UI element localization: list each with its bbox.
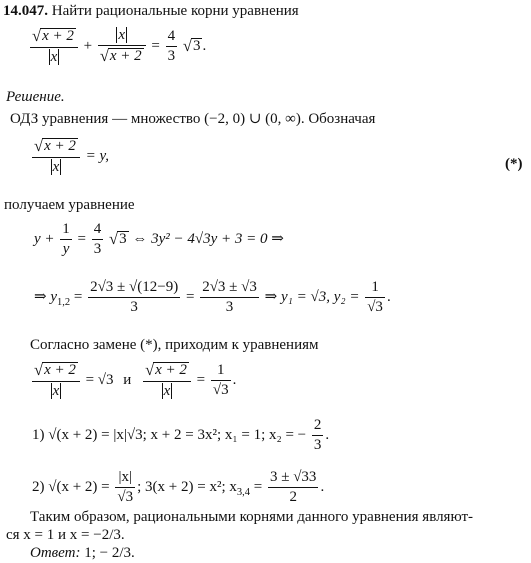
conclusion-line-2: ся x = 1 и x = −2/3.: [6, 527, 125, 543]
two-rhs2-den: √3: [212, 381, 229, 398]
case2-end: .: [320, 478, 325, 495]
back-sub: Согласно замене (*), приходим к уравнениям: [30, 337, 319, 353]
roots-line: ⇒ $y_{1,2}$ = $\frac{2√3 \pm √(12-9)}{3}$ = $\frac{2√3 \pm √3}{3}$ ⇒ y₁ = √3, y₂ = $\frac{1}{√3}$ .: [34, 279, 391, 315]
case1-den: 3: [313, 437, 322, 453]
case2-mid: ; 3(x + 2) = x²; x: [137, 478, 237, 495]
substitution-marker: (*): [505, 156, 523, 172]
case2-f2-num: 3 ± √33: [269, 469, 317, 485]
sub-den: x: [52, 158, 60, 175]
answer-value: 1; − 2/3.: [84, 545, 135, 561]
case2-f1-den: √3: [117, 489, 134, 505]
roots-result: ⇒ y₁ = √3, y₂ =: [264, 288, 360, 305]
quadratic-line: y + $\frac{1}{y}$ = $\frac{4}{3}$ √3 ⇔ 3y² − 4√3y + 3 = 0 ⇒: [34, 221, 284, 257]
case2-f2-den: 2: [268, 487, 318, 505]
two-equations: $\frac{√x + 2}{x}$ = √3 и $\frac{√x + 2}{x}$ = $\frac{1}{√3}$ .: [34, 360, 237, 399]
two-end: .: [232, 371, 237, 388]
case2-lead: 2) √(x + 2) =: [32, 478, 110, 495]
odz-set: (−2, 0) ∪ (0, ∞).: [204, 111, 305, 127]
main-eq-end: .: [202, 37, 207, 54]
two-rhs1: = √3: [85, 371, 114, 388]
main-den1: x: [50, 48, 58, 65]
quad-root: 3: [119, 230, 127, 247]
case1-end: .: [325, 426, 330, 443]
main-frac-2: $\frac{x}{√x + 2}$: [98, 28, 146, 65]
odz-text: ОДЗ уравнения — множество: [10, 111, 201, 127]
main-num1: x + 2: [42, 28, 74, 44]
main-num2: x: [118, 27, 126, 43]
case2-sub: 3,4: [236, 486, 250, 498]
roots-f2-num: 2√3 ± √3: [202, 279, 257, 295]
main-rhs-num: 4: [167, 27, 176, 44]
answer-line: [30, 546, 135, 561]
two-rhs2-num: 1: [217, 361, 225, 378]
quad-rest: ⇔ 3y² − 4√3y + 3 = 0 ⇒: [132, 230, 284, 247]
quad-frac-den: y: [60, 239, 72, 257]
case2-f1-num: |x|: [118, 469, 133, 485]
case2-eq: =: [253, 478, 263, 495]
substitution: $\frac{√x + 2}{x}$ = y,: [34, 136, 110, 175]
main-frac-3: [166, 29, 178, 64]
odz-after: Обозначая: [308, 111, 376, 127]
main-frac-1: $\frac{√x + 2}{x}$: [30, 28, 78, 65]
problem-title: [3, 4, 299, 19]
solution-header: Решение.: [6, 89, 65, 105]
odz-line: [10, 112, 375, 127]
quad-c-den: 3: [93, 241, 102, 257]
roots-r-den: √3: [367, 299, 383, 315]
roots-f1-den: 3: [88, 297, 180, 315]
two-and: и: [123, 371, 132, 388]
case-1: [32, 418, 329, 453]
roots-f1-num: 2√3 ± √(12−9): [90, 279, 179, 295]
main-den2: x + 2: [109, 48, 142, 64]
roots-f2-den: 3: [200, 297, 259, 315]
main-rhs-den: 3: [167, 47, 176, 64]
quad-c-num: 4: [93, 221, 102, 237]
roots-sub: 1,2: [56, 296, 71, 308]
get-equation: получаем уравнение: [4, 197, 135, 213]
quad-lhs: y +: [34, 230, 55, 247]
case-2: [32, 470, 324, 505]
answer-label: Ответ:: [30, 545, 81, 561]
two-num-b: x + 2: [155, 362, 187, 378]
case1-num: 2: [313, 417, 322, 433]
sub-rhs: = y,: [85, 147, 110, 164]
two-num-a: x + 2: [44, 362, 76, 378]
two-den-b: x: [163, 382, 171, 399]
quad-eq: =: [77, 230, 86, 247]
two-den-a: x: [52, 382, 60, 399]
conclusion-line-1: Таким образом, рациональными корнями данного уравнения являют-: [30, 509, 474, 525]
main-rhs-root: 3: [192, 37, 201, 54]
problem-statement: Найти рациональные корни уравнения: [51, 3, 299, 19]
quad-frac-num: 1: [62, 221, 70, 237]
roots-r-num: 1: [371, 279, 379, 295]
roots-lead: ⇒ y: [34, 288, 57, 305]
case1-text: 1) √(x + 2) = |x|√3; x + 2 = 3x²; x₁ = 1; x₂ = −: [32, 426, 307, 443]
sub-num: x + 2: [44, 138, 76, 154]
problem-number: 14.047.: [3, 3, 48, 19]
main-equation: $\frac{√x + 2}{x}$ + $\frac{x}{√x + 2}$ = $\frac{4}{3}$ √3 .: [32, 26, 207, 65]
roots-end: .: [386, 288, 391, 305]
